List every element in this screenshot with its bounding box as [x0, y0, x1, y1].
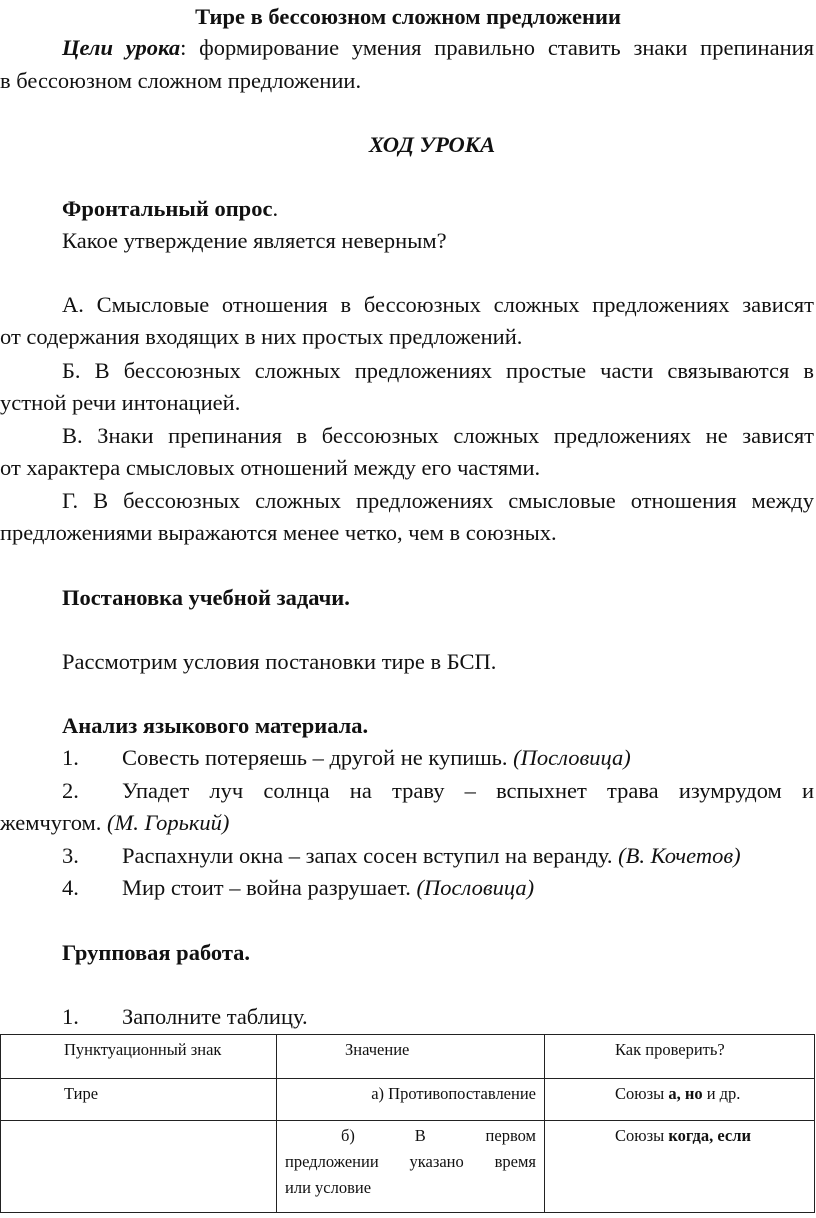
option-a-line2: от содержания входящих в них простых предложений. [0, 324, 523, 349]
table-cell-meaning [277, 1121, 545, 1213]
step-text: Заполните таблицу. [122, 1004, 308, 1029]
option-c-line2: от характера смысловых отношений между его частями. [0, 455, 541, 480]
item-text: Совесть потеряешь – другой не купишь. [122, 745, 514, 770]
task-heading: Постановка учебной задачи. [62, 585, 350, 610]
step-number: 1. [62, 1004, 79, 1029]
item-text: Распахнули окна – запах сосен вступил на веранду. [122, 843, 619, 868]
goal-text-line2: в бессоюзном сложном предложении. [0, 68, 362, 93]
frontal-heading-dot: . [272, 196, 279, 221]
table-cell-check [545, 1121, 815, 1213]
header-cell: Как проверить? [545, 1035, 815, 1079]
goal-label: Цели урока [62, 35, 181, 60]
option-a-line1: А. Смысловые отношения в бессоюзных сложных предложениях зависят [62, 292, 814, 317]
item-number: 3. [62, 843, 79, 868]
item-text-wrap [122, 873, 534, 903]
item-text: Мир стоит – война разрушает. [122, 875, 417, 900]
option-b-line1: Б. В бессоюзных сложных предложениях простые части связываются в [62, 358, 814, 383]
item-number: 4. [62, 875, 79, 900]
header-cell: Пунктуационный знак [1, 1035, 277, 1079]
item-text-cont: жемчугом. [0, 810, 108, 835]
meaning-line: предложении указано время [285, 1152, 536, 1171]
meaning-line: б) В первом [341, 1126, 536, 1145]
goal-paragraph [0, 33, 814, 63]
item-number: 2. [62, 778, 79, 803]
table-cell-meaning: а) Противопоставление [277, 1079, 545, 1121]
item-text-wrap [122, 841, 741, 871]
table-cell-sign: Тире [1, 1079, 277, 1121]
check-prefix: Союзы [615, 1084, 669, 1103]
frontal-heading-row [62, 194, 278, 224]
check-conjunctions: когда, если [668, 1126, 751, 1145]
check-conjunctions: а, но [668, 1084, 703, 1103]
option-d-line1: Г. В бессоюзных сложных предложениях смысловые отношения между [62, 488, 814, 513]
frontal-question: Какое утверждение является неверным? [62, 228, 447, 253]
group-heading: Групповая работа. [62, 940, 251, 965]
item-source: (М. Горький) [107, 810, 230, 835]
goal-text-line1: : формирование умения правильно ставить знаки препинания [180, 35, 814, 60]
item-text-wrap [122, 743, 631, 773]
option-b-line2: устной речи интонацией. [0, 390, 241, 415]
table-header-row [1, 1035, 815, 1079]
option-d-line2: предложениями выражаются менее четко, чем в союзных. [0, 520, 557, 545]
option-c-line1: В. Знаки препинания в бессоюзных сложных предложениях не зависят [62, 423, 814, 448]
punctuation-table [0, 1034, 815, 1213]
item-source: (Пословица) [416, 875, 535, 900]
analysis-item-2-cont [0, 808, 229, 838]
task-text: Рассмотрим условия постановки тире в БСП. [62, 649, 497, 674]
table-cell-sign [1, 1121, 277, 1213]
table-row [1, 1121, 815, 1213]
item-source: (В. Кочетов) [618, 843, 741, 868]
check-suffix: и др. [702, 1084, 741, 1103]
item-text: Упадет луч солнца на траву – вспыхнет трава изумрудом и [122, 778, 814, 803]
meaning-line: или условие [285, 1178, 372, 1197]
table-row [1, 1079, 815, 1121]
frontal-heading: Фронтальный опрос [62, 196, 273, 221]
analysis-heading: Анализ языкового материала. [62, 713, 369, 738]
header-cell: Значение [277, 1035, 545, 1079]
lesson-heading: ХОД УРОКА [368, 132, 496, 157]
item-source: (Пословица) [513, 745, 631, 770]
table-cell-check [545, 1079, 815, 1121]
page-title: Тире в бессоюзном сложном предложении [195, 4, 621, 29]
item-number: 1. [62, 745, 79, 770]
check-prefix: Союзы [615, 1126, 669, 1145]
